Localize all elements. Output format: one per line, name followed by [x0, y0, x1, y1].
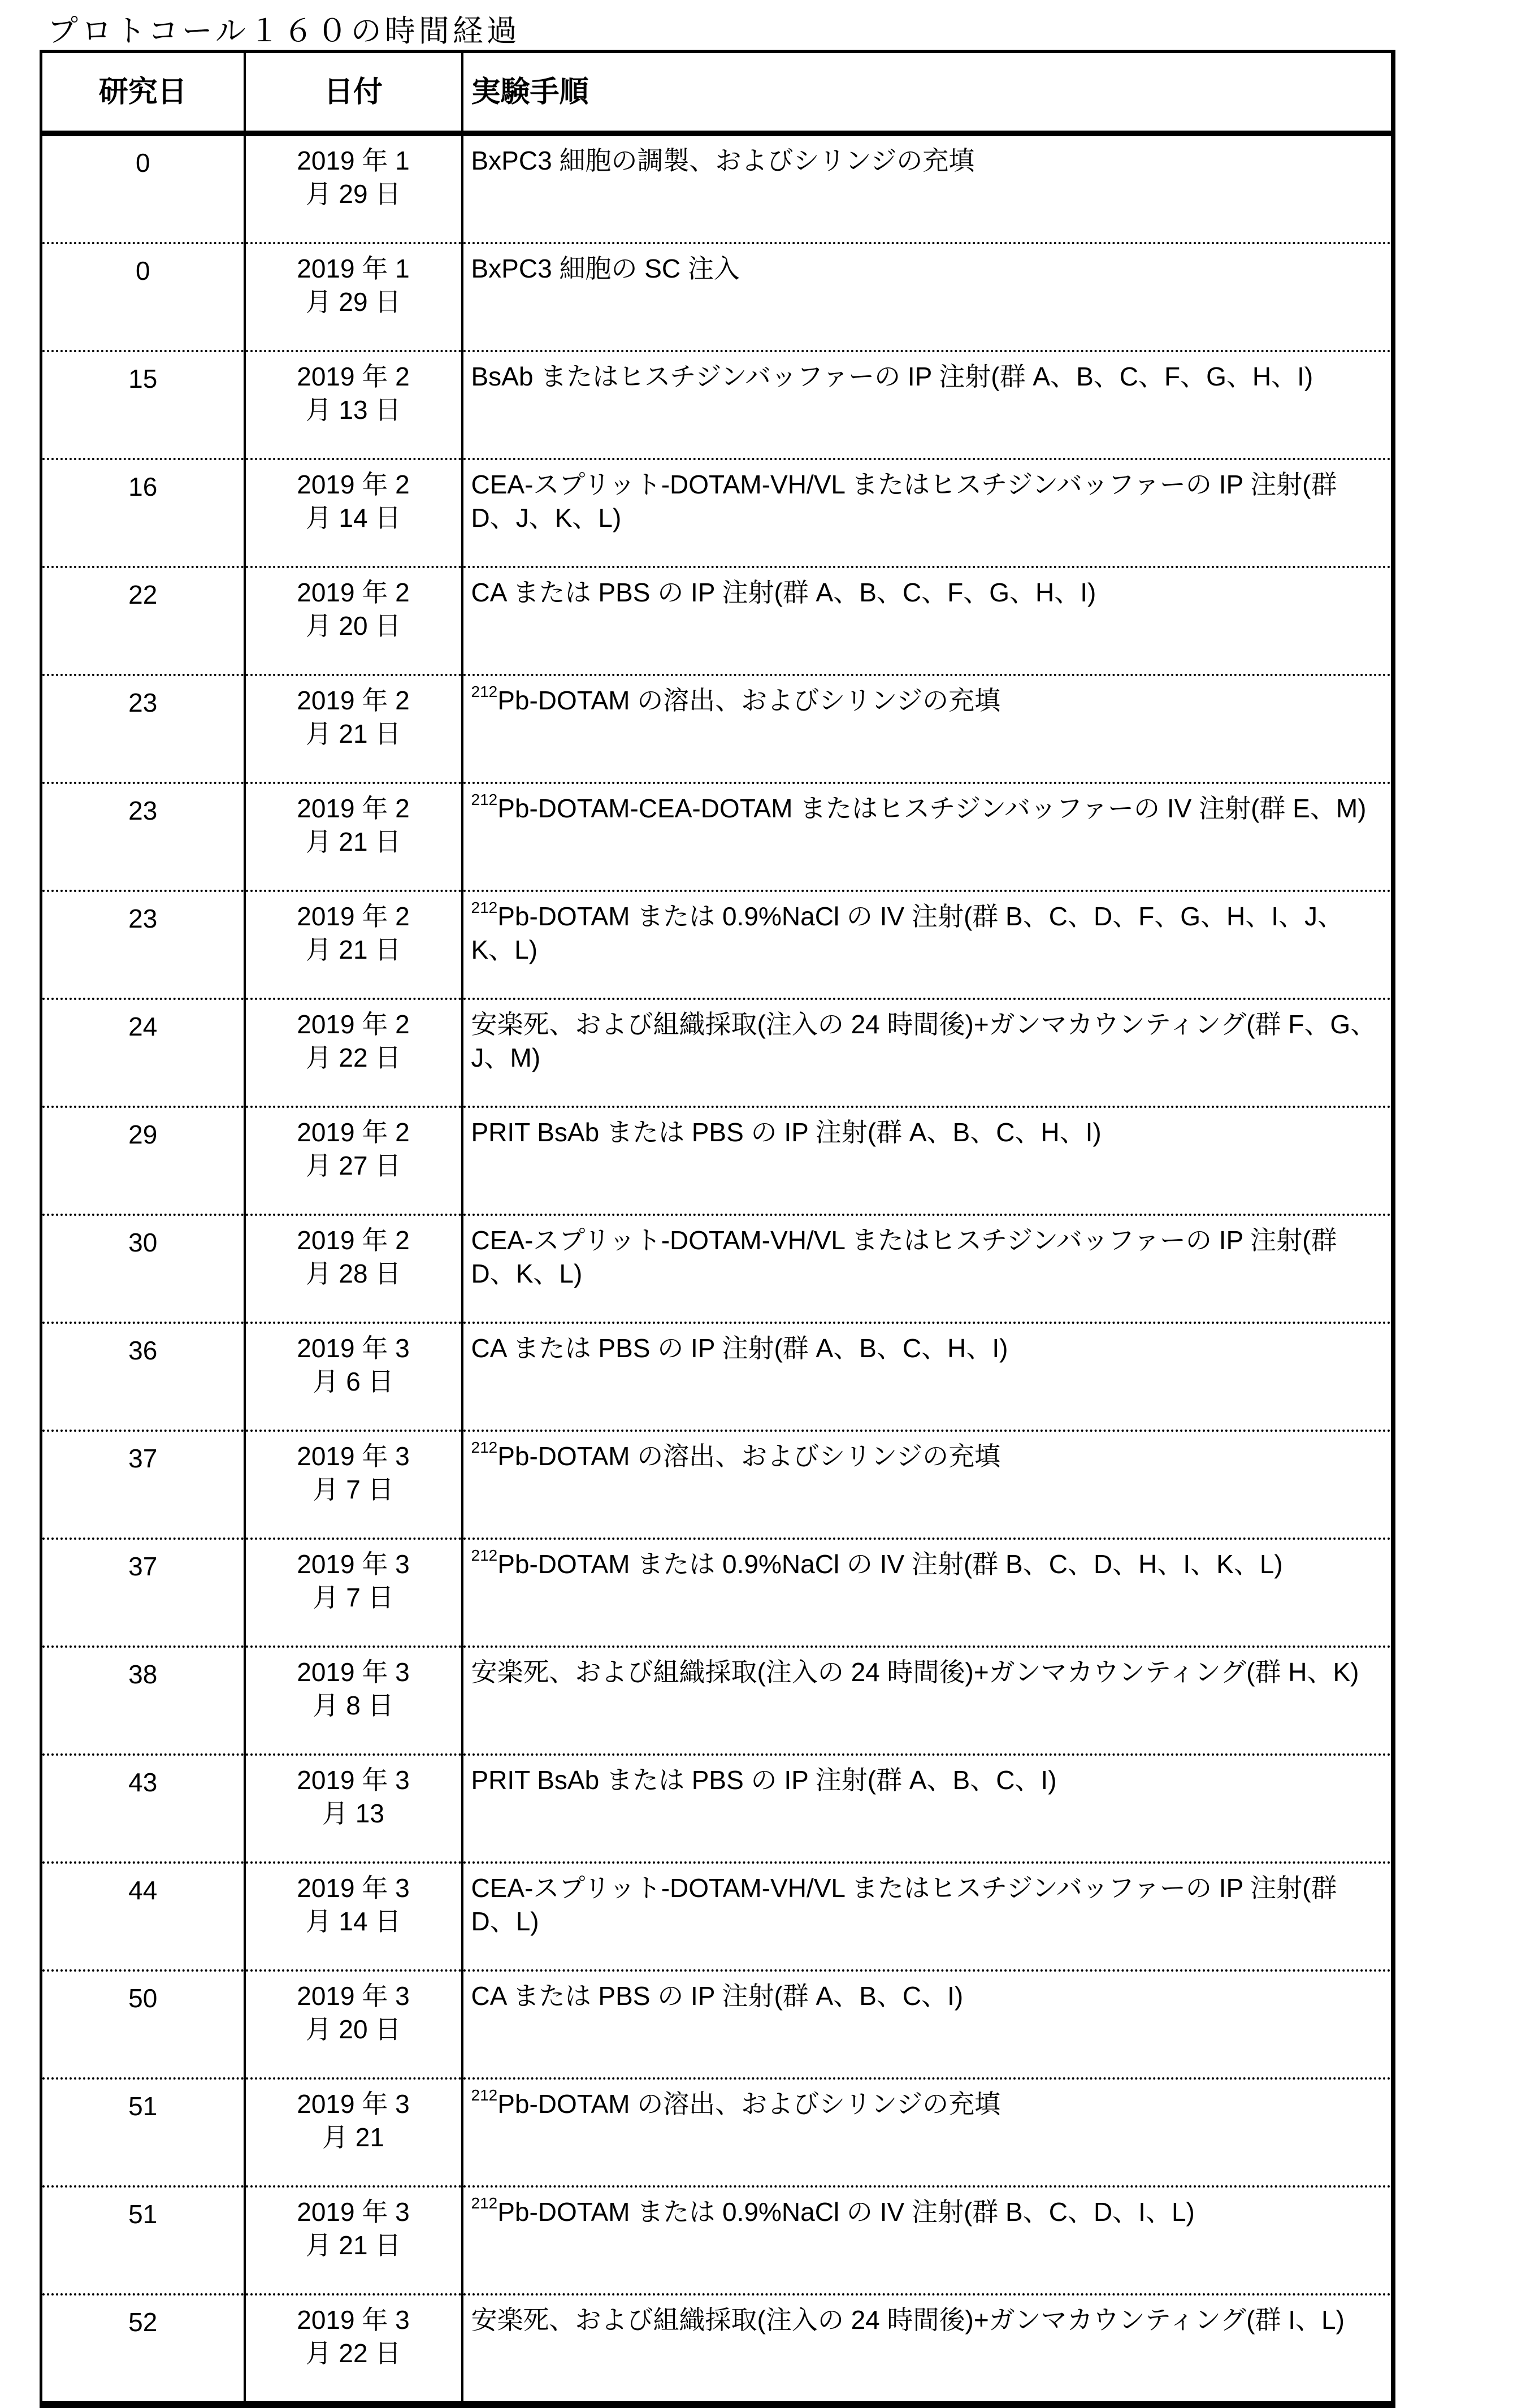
- study-day-cell: 51: [41, 2186, 245, 2294]
- date-line-1: 2019 年 3: [297, 1657, 410, 1687]
- study-day-cell: 0: [41, 243, 245, 351]
- table-row: [41, 2294, 1393, 2405]
- date-line-1: 2019 年 2: [297, 1225, 410, 1255]
- table-row: [41, 2186, 1393, 2294]
- date-line-1: 2019 年 2: [297, 902, 410, 931]
- procedure-text: 安楽死、および組織採取(注入の 24 時間後)+ガンマカウンティング(群 H、K): [471, 1657, 1359, 1687]
- date-line-2: 月 29 日: [305, 287, 401, 317]
- header-date: 日付: [245, 51, 462, 133]
- procedure-text: Pb-DOTAM または 0.9%NaCl の IV 注射(群 B、C、D、F、G、H、I、J、K、L): [471, 902, 1344, 964]
- date-cell: [245, 783, 462, 891]
- procedure-text: BxPC3 細胞の SC 注入: [471, 254, 740, 283]
- study-day-cell: 0: [41, 133, 245, 243]
- table-row: [41, 891, 1393, 999]
- study-day-cell: 38: [41, 1647, 245, 1755]
- date-line-1: 2019 年 3: [297, 1765, 410, 1795]
- date-line-2: 月 21: [322, 2123, 384, 2152]
- isotope-superscript: 212: [471, 2086, 498, 2104]
- date-cell: [245, 1323, 462, 1431]
- header-study-day: 研究日: [41, 51, 245, 133]
- date-line-2: 月 22 日: [305, 1043, 401, 1072]
- procedure-text: CA または PBS の IP 注射(群 A、B、C、F、G、H、I): [471, 578, 1096, 607]
- procedure-text: BxPC3 細胞の調製、およびシリンジの充填: [471, 146, 975, 175]
- study-day-cell: 30: [41, 1215, 245, 1323]
- date-cell: [245, 891, 462, 999]
- study-day-cell: 23: [41, 675, 245, 783]
- procedure-text: CA または PBS の IP 注射(群 A、B、C、I): [471, 1981, 964, 2011]
- date-line-2: 月 21 日: [305, 935, 401, 964]
- table-body: [41, 133, 1393, 2405]
- procedure-cell: [462, 1107, 1393, 1215]
- procedure-text: Pb-DOTAM の溶出、およびシリンジの充填: [497, 686, 1001, 715]
- study-day-cell: 44: [41, 1863, 245, 1970]
- procedure-text: 安楽死、および組織採取(注入の 24 時間後)+ガンマカウンティング(群 F、G、J、M): [471, 1010, 1377, 1072]
- protocol-timeline-table: [40, 50, 1395, 2408]
- date-cell: [245, 1539, 462, 1647]
- table-row: [41, 1539, 1393, 1647]
- date-line-2: 月 8 日: [313, 1691, 394, 1720]
- date-line-2: 月 7 日: [313, 1475, 394, 1504]
- procedure-text: CEA-スプリット-DOTAM-VH/VL またはヒスチジンバッファーの IP 注射(群 D、K、L): [471, 1225, 1337, 1288]
- procedure-cell: [462, 2078, 1393, 2186]
- table-header: [41, 51, 1393, 133]
- date-line-2: 月 28 日: [305, 1259, 401, 1288]
- procedure-text: Pb-DOTAM の溶出、およびシリンジの充填: [497, 1441, 1001, 1471]
- date-cell: [245, 459, 462, 567]
- procedure-cell: [462, 675, 1393, 783]
- table-row: [41, 243, 1393, 351]
- date-line-2: 月 14 日: [305, 1907, 401, 1936]
- date-cell: [245, 1863, 462, 1970]
- study-day-cell: 24: [41, 999, 245, 1107]
- table-row: [41, 567, 1393, 675]
- date-cell: [245, 1107, 462, 1215]
- date-line-1: 2019 年 3: [297, 1549, 410, 1579]
- table-row: [41, 1431, 1393, 1539]
- date-line-2: 月 13: [322, 1799, 384, 1828]
- date-line-1: 2019 年 1: [297, 146, 410, 175]
- study-day-cell: 23: [41, 783, 245, 891]
- date-line-1: 2019 年 2: [297, 686, 410, 715]
- procedure-cell: [462, 1215, 1393, 1323]
- table-row: [41, 1215, 1393, 1323]
- date-line-2: 月 22 日: [305, 2338, 401, 2368]
- date-line-2: 月 20 日: [305, 2015, 401, 2044]
- study-day-cell: 29: [41, 1107, 245, 1215]
- procedure-cell: [462, 459, 1393, 567]
- procedure-cell: [462, 891, 1393, 999]
- procedure-cell: [462, 1647, 1393, 1755]
- header-procedure: 実験手順: [462, 51, 1393, 133]
- procedure-text: Pb-DOTAM または 0.9%NaCl の IV 注射(群 B、C、D、I、L): [497, 2197, 1195, 2227]
- date-line-1: 2019 年 1: [297, 254, 410, 283]
- isotope-superscript: 212: [471, 1547, 498, 1564]
- date-line-1: 2019 年 3: [297, 1981, 410, 2011]
- isotope-superscript: 212: [471, 899, 498, 916]
- study-day-cell: 52: [41, 2294, 245, 2405]
- procedure-cell: [462, 1970, 1393, 2078]
- date-line-1: 2019 年 2: [297, 794, 410, 823]
- procedure-cell: [462, 1539, 1393, 1647]
- date-cell: [245, 1647, 462, 1755]
- date-cell: [245, 1431, 462, 1539]
- study-day-cell: 36: [41, 1323, 245, 1431]
- table-row: [41, 783, 1393, 891]
- table-row: [41, 675, 1393, 783]
- procedure-text: CA または PBS の IP 注射(群 A、B、C、H、I): [471, 1333, 1008, 1363]
- date-cell: [245, 243, 462, 351]
- table-row: [41, 1647, 1393, 1755]
- procedure-cell: [462, 1323, 1393, 1431]
- procedure-cell: [462, 2186, 1393, 2294]
- date-line-1: 2019 年 3: [297, 1333, 410, 1363]
- page-title: プロトコール１６０の時間経過: [47, 13, 521, 49]
- study-day-cell: 50: [41, 1970, 245, 2078]
- date-line-2: 月 27 日: [305, 1151, 401, 1180]
- table-row: [41, 999, 1393, 1107]
- date-line-1: 2019 年 3: [297, 1873, 410, 1903]
- date-line-2: 月 21 日: [305, 827, 401, 856]
- table-row: [41, 351, 1393, 459]
- header-row: [41, 51, 1393, 133]
- date-line-1: 2019 年 2: [297, 362, 410, 391]
- procedure-text: CEA-スプリット-DOTAM-VH/VL またはヒスチジンバッファーの IP 注射(群 D、L): [471, 1873, 1337, 1936]
- study-day-cell: 37: [41, 1431, 245, 1539]
- date-line-1: 2019 年 3: [297, 2305, 410, 2335]
- isotope-superscript: 212: [471, 1439, 498, 1456]
- procedure-cell: [462, 999, 1393, 1107]
- procedure-text: PRIT BsAb または PBS の IP 注射(群 A、B、C、I): [471, 1765, 1057, 1795]
- date-cell: [245, 1970, 462, 2078]
- study-day-cell: 16: [41, 459, 245, 567]
- procedure-cell: [462, 1755, 1393, 1863]
- table-row: [41, 1323, 1393, 1431]
- date-cell: [245, 2294, 462, 2405]
- study-day-cell: 23: [41, 891, 245, 999]
- procedure-text: PRIT BsAb または PBS の IP 注射(群 A、B、C、H、I): [471, 1118, 1102, 1147]
- procedure-cell: [462, 351, 1393, 459]
- table-row: [41, 1107, 1393, 1215]
- date-cell: [245, 133, 462, 243]
- study-day-cell: 22: [41, 567, 245, 675]
- procedure-cell: [462, 133, 1393, 243]
- date-line-2: 月 20 日: [305, 611, 401, 640]
- procedure-cell: [462, 1863, 1393, 1970]
- table-row: [41, 2078, 1393, 2186]
- date-line-2: 月 13 日: [305, 395, 401, 425]
- procedure-text: Pb-DOTAM-CEA-DOTAM またはヒスチジンバッファーの IV 注射(群 E、M): [497, 794, 1367, 823]
- date-cell: [245, 1215, 462, 1323]
- procedure-text: Pb-DOTAM の溶出、およびシリンジの充填: [497, 2089, 1001, 2119]
- procedure-cell: [462, 243, 1393, 351]
- procedure-cell: [462, 783, 1393, 891]
- date-line-2: 月 6 日: [313, 1367, 394, 1396]
- procedure-cell: [462, 2294, 1393, 2405]
- date-cell: [245, 351, 462, 459]
- date-cell: [245, 1755, 462, 1863]
- date-line-1: 2019 年 2: [297, 578, 410, 607]
- date-line-1: 2019 年 3: [297, 2089, 410, 2119]
- date-line-1: 2019 年 2: [297, 470, 410, 499]
- procedure-cell: [462, 567, 1393, 675]
- table-row: [41, 1863, 1393, 1970]
- study-day-cell: 51: [41, 2078, 245, 2186]
- study-day-cell: 37: [41, 1539, 245, 1647]
- date-line-2: 月 21 日: [305, 2231, 401, 2260]
- procedure-text: CEA-スプリット-DOTAM-VH/VL またはヒスチジンバッファーの IP 注射(群 D、J、K、L): [471, 470, 1337, 532]
- table-row: [41, 459, 1393, 567]
- date-cell: [245, 567, 462, 675]
- date-cell: [245, 999, 462, 1107]
- date-line-2: 月 21 日: [305, 719, 401, 748]
- date-line-1: 2019 年 3: [297, 1441, 410, 1471]
- procedure-text: 安楽死、および組織採取(注入の 24 時間後)+ガンマカウンティング(群 I、L): [471, 2305, 1345, 2335]
- table-row: [41, 133, 1393, 243]
- isotope-superscript: 212: [471, 791, 498, 808]
- date-line-1: 2019 年 3: [297, 2197, 410, 2227]
- procedure-text: Pb-DOTAM または 0.9%NaCl の IV 注射(群 B、C、D、H、I、K、L): [497, 1549, 1283, 1579]
- date-cell: [245, 2078, 462, 2186]
- date-line-2: 月 7 日: [313, 1583, 394, 1612]
- procedure-cell: [462, 1431, 1393, 1539]
- date-cell: [245, 675, 462, 783]
- date-line-2: 月 14 日: [305, 503, 401, 532]
- isotope-superscript: 212: [471, 683, 498, 700]
- date-line-1: 2019 年 2: [297, 1118, 410, 1147]
- table-row: [41, 1755, 1393, 1863]
- procedure-text: BsAb またはヒスチジンバッファーの IP 注射(群 A、B、C、F、G、H、I): [471, 362, 1313, 391]
- table-row: [41, 1970, 1393, 2078]
- date-line-2: 月 29 日: [305, 179, 401, 209]
- isotope-superscript: 212: [471, 2194, 498, 2212]
- date-line-1: 2019 年 2: [297, 1010, 410, 1039]
- date-cell: [245, 2186, 462, 2294]
- study-day-cell: 43: [41, 1755, 245, 1863]
- study-day-cell: 15: [41, 351, 245, 459]
